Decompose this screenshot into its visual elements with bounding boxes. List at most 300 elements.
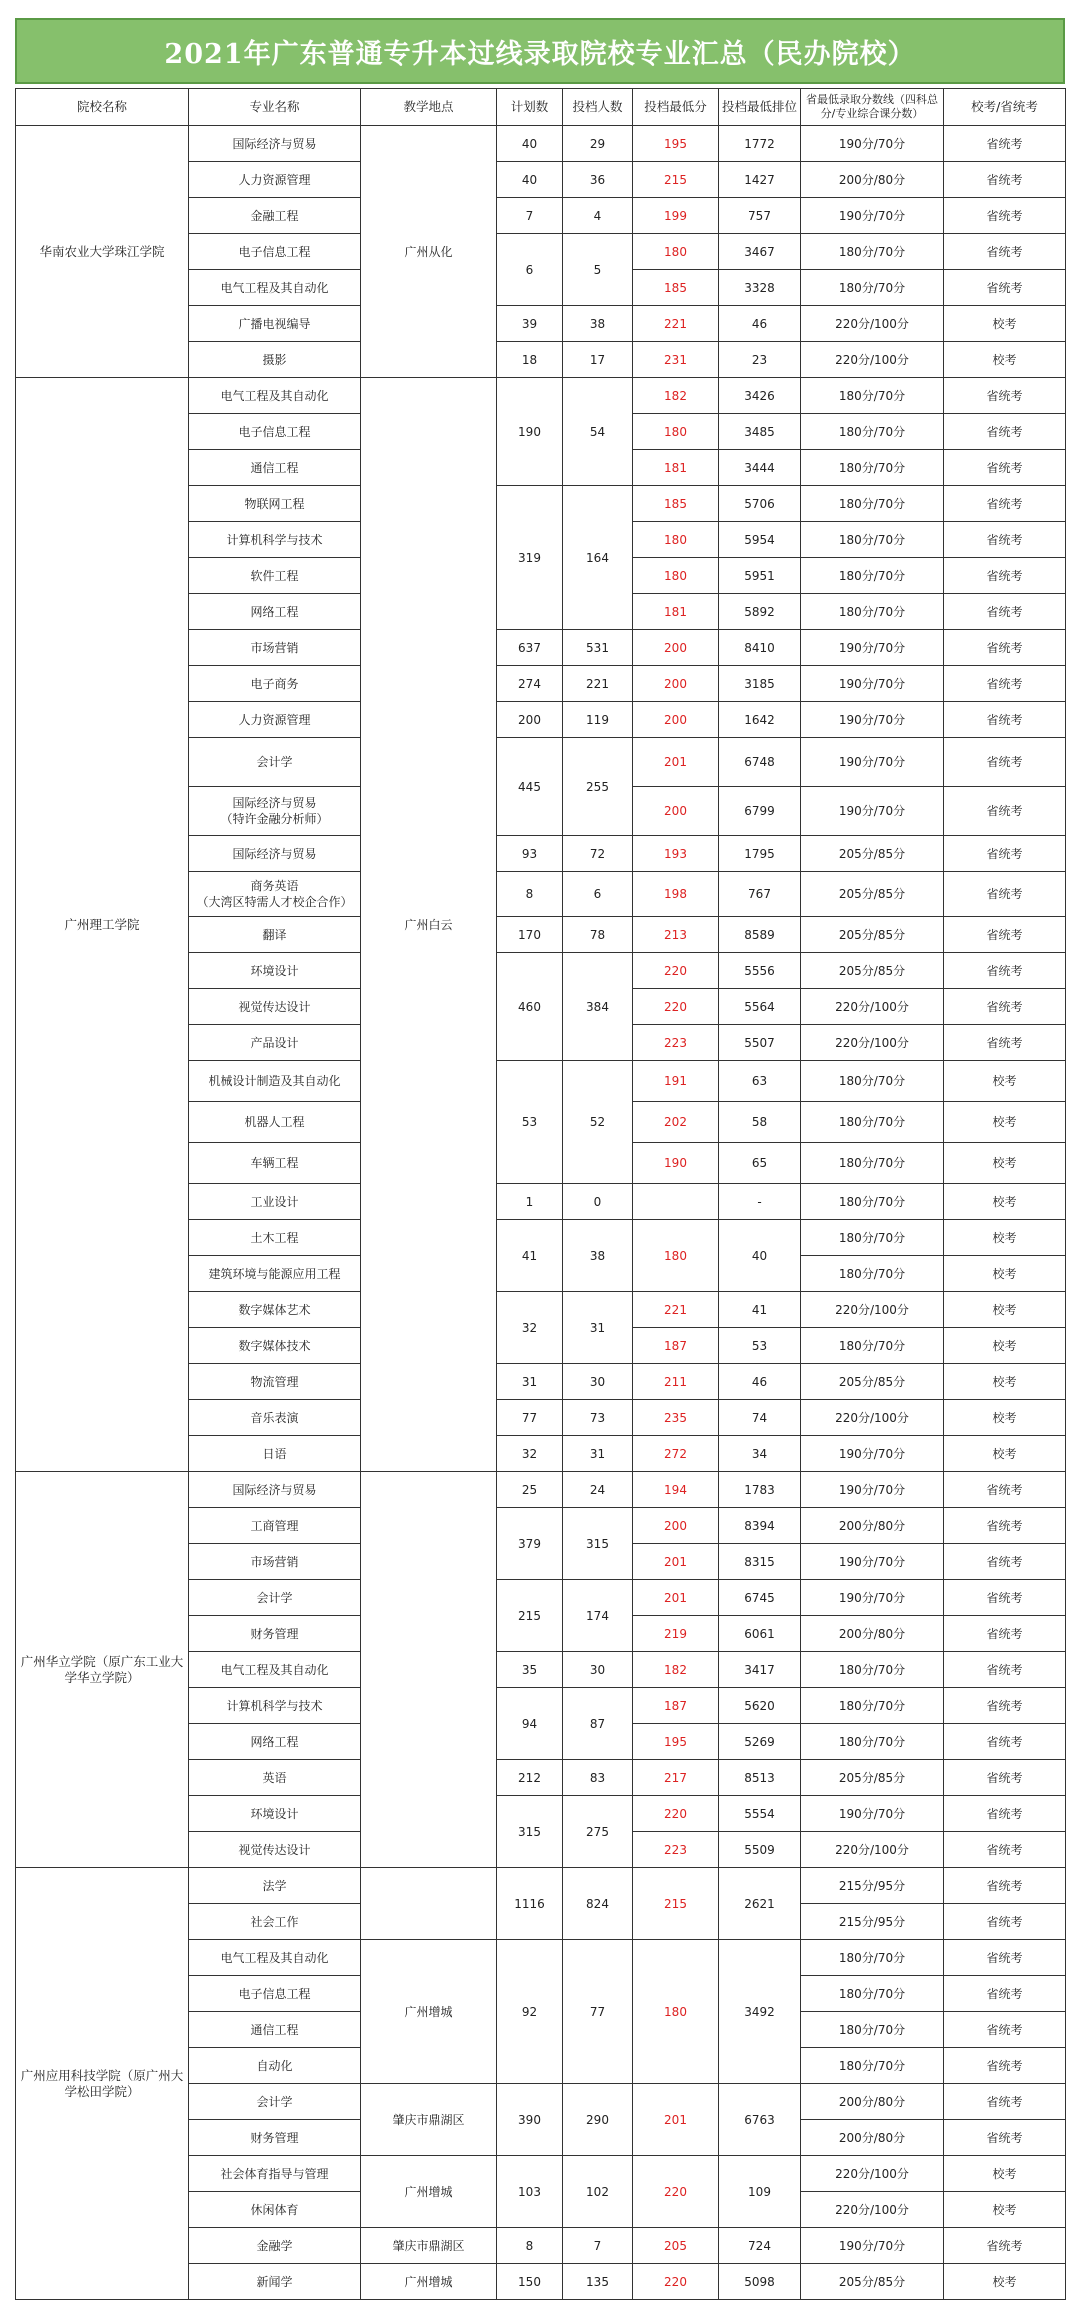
location-cell: 广州白云 <box>361 378 497 1472</box>
location-cell <box>361 1472 497 1868</box>
school-name-cell: 广州华立学院（原广东工业大学华立学院） <box>16 1472 189 1868</box>
provincial-line-cell: 205分/85分 <box>801 836 944 872</box>
exam-type-cell: 省统考 <box>944 1652 1066 1688</box>
min-score-cell: 195 <box>633 1724 719 1760</box>
min-score-cell: 215 <box>633 1868 719 1940</box>
provincial-line-cell: 190分/70分 <box>801 702 944 738</box>
exam-type-cell: 省统考 <box>944 198 1066 234</box>
provincial-line-cell: 190分/70分 <box>801 1544 944 1580</box>
min-score-cell: 217 <box>633 1760 719 1796</box>
provincial-line-cell: 220分/100分 <box>801 2156 944 2192</box>
provincial-line-cell: 180分/70分 <box>801 522 944 558</box>
provincial-line-cell: 190分/70分 <box>801 126 944 162</box>
major-name-cell: 电气工程及其自动化 <box>189 1652 361 1688</box>
plan-count-cell: 25 <box>497 1472 563 1508</box>
min-rank-cell: 1795 <box>719 836 801 872</box>
min-rank-cell: 8410 <box>719 630 801 666</box>
applicant-count-cell: 7 <box>563 2228 633 2264</box>
plan-count-cell: 53 <box>497 1061 563 1184</box>
min-rank-cell: 6748 <box>719 738 801 787</box>
major-name-cell: 会计学 <box>189 1580 361 1616</box>
provincial-line-cell: 180分/70分 <box>801 1184 944 1220</box>
exam-type-cell: 校考 <box>944 1364 1066 1400</box>
major-name-cell: 数字媒体艺术 <box>189 1292 361 1328</box>
min-score-cell: 191 <box>633 1061 719 1102</box>
min-score-cell: 211 <box>633 1364 719 1400</box>
exam-type-cell: 校考 <box>944 1256 1066 1292</box>
exam-type-cell: 省统考 <box>944 1796 1066 1832</box>
major-name-cell: 翻译 <box>189 917 361 953</box>
min-score-cell: 181 <box>633 450 719 486</box>
min-rank-cell: 46 <box>719 1364 801 1400</box>
min-rank-cell: 767 <box>719 872 801 917</box>
provincial-line-cell: 180分/70分 <box>801 2048 944 2084</box>
applicant-count-cell: 24 <box>563 1472 633 1508</box>
exam-type-cell: 校考 <box>944 1436 1066 1472</box>
min-rank-cell: 74 <box>719 1400 801 1436</box>
provincial-line-cell: 180分/70分 <box>801 1940 944 1976</box>
plan-count-cell: 7 <box>497 198 563 234</box>
min-score-cell: 231 <box>633 342 719 378</box>
applicant-count-cell: 17 <box>563 342 633 378</box>
major-name-cell: 电子信息工程 <box>189 1976 361 2012</box>
major-name-cell: 休闲体育 <box>189 2192 361 2228</box>
exam-type-cell: 校考 <box>944 2156 1066 2192</box>
plan-count-cell: 170 <box>497 917 563 953</box>
provincial-line-cell: 180分/70分 <box>801 414 944 450</box>
min-rank-cell: 23 <box>719 342 801 378</box>
applicant-count-cell: 78 <box>563 917 633 953</box>
min-rank-cell: 6799 <box>719 787 801 836</box>
plan-count-cell: 215 <box>497 1580 563 1652</box>
provincial-line-cell: 190分/70分 <box>801 198 944 234</box>
plan-count-cell: 103 <box>497 2156 563 2228</box>
plan-count-cell: 637 <box>497 630 563 666</box>
min-score-cell: 202 <box>633 1102 719 1143</box>
applicant-count-cell: 824 <box>563 1868 633 1940</box>
min-score-cell <box>633 1184 719 1220</box>
exam-type-cell: 省统考 <box>944 953 1066 989</box>
applicant-count-cell: 164 <box>563 486 633 630</box>
min-score-cell: 221 <box>633 306 719 342</box>
provincial-line-cell: 180分/70分 <box>801 450 944 486</box>
major-name-cell: 机械设计制造及其自动化 <box>189 1061 361 1102</box>
provincial-line-cell: 200分/80分 <box>801 162 944 198</box>
provincial-line-cell: 190分/70分 <box>801 1796 944 1832</box>
applicant-count-cell: 4 <box>563 198 633 234</box>
min-rank-cell: 3426 <box>719 378 801 414</box>
provincial-line-cell: 205分/85分 <box>801 2264 944 2300</box>
major-name-cell: 电子商务 <box>189 666 361 702</box>
major-name-cell: 财务管理 <box>189 2120 361 2156</box>
plan-count-cell: 92 <box>497 1940 563 2084</box>
exam-type-cell: 校考 <box>944 2264 1066 2300</box>
major-name-cell: 摄影 <box>189 342 361 378</box>
min-rank-cell: 5507 <box>719 1025 801 1061</box>
min-rank-cell: 40 <box>719 1220 801 1292</box>
plan-count-cell: 200 <box>497 702 563 738</box>
major-name-cell: 自动化 <box>189 2048 361 2084</box>
applicant-count-cell: 275 <box>563 1796 633 1868</box>
min-rank-cell: 3485 <box>719 414 801 450</box>
plan-count-cell: 93 <box>497 836 563 872</box>
col-header: 专业名称 <box>189 89 361 126</box>
applicant-count-cell: 384 <box>563 953 633 1061</box>
major-name-cell: 广播电视编导 <box>189 306 361 342</box>
major-name-cell: 计算机科学与技术 <box>189 522 361 558</box>
col-header: 投档人数 <box>563 89 633 126</box>
min-rank-cell: 8589 <box>719 917 801 953</box>
min-rank-cell: 53 <box>719 1328 801 1364</box>
major-name-cell: 产品设计 <box>189 1025 361 1061</box>
exam-type-cell: 省统考 <box>944 1616 1066 1652</box>
major-name-cell: 电子信息工程 <box>189 414 361 450</box>
exam-type-cell: 省统考 <box>944 1868 1066 1904</box>
min-score-cell: 235 <box>633 1400 719 1436</box>
major-name-cell: 英语 <box>189 1760 361 1796</box>
min-score-cell: 180 <box>633 558 719 594</box>
applicant-count-cell: 31 <box>563 1436 633 1472</box>
min-rank-cell: 8394 <box>719 1508 801 1544</box>
school-name-cell: 广州应用科技学院（原广州大学松田学院） <box>16 1868 189 2300</box>
exam-type-cell: 省统考 <box>944 2228 1066 2264</box>
plan-count-cell: 40 <box>497 126 563 162</box>
col-header: 省最低录取分数线（四科总分/专业综合课分数） <box>801 89 944 126</box>
provincial-line-cell: 220分/100分 <box>801 1832 944 1868</box>
location-cell: 广州增城 <box>361 2156 497 2228</box>
header-row <box>16 89 1066 126</box>
min-rank-cell: 5554 <box>719 1796 801 1832</box>
exam-type-cell: 校考 <box>944 1143 1066 1184</box>
provincial-line-cell: 180分/70分 <box>801 1328 944 1364</box>
major-name-cell: 金融工程 <box>189 198 361 234</box>
provincial-line-cell: 220分/100分 <box>801 1292 944 1328</box>
min-rank-cell: - <box>719 1184 801 1220</box>
applicant-count-cell: 135 <box>563 2264 633 2300</box>
plan-count-cell: 32 <box>497 1292 563 1364</box>
min-score-cell: 205 <box>633 2228 719 2264</box>
min-rank-cell: 5269 <box>719 1724 801 1760</box>
location-cell: 肇庆市鼎湖区 <box>361 2228 497 2264</box>
applicant-count-cell: 77 <box>563 1940 633 2084</box>
major-name-cell: 视觉传达设计 <box>189 1832 361 1868</box>
major-name-cell: 环境设计 <box>189 1796 361 1832</box>
exam-type-cell: 省统考 <box>944 2084 1066 2120</box>
plan-count-cell: 1116 <box>497 1868 563 1940</box>
exam-type-cell: 校考 <box>944 1220 1066 1256</box>
exam-type-cell: 校考 <box>944 306 1066 342</box>
min-score-cell: 223 <box>633 1832 719 1868</box>
plan-count-cell: 35 <box>497 1652 563 1688</box>
min-rank-cell: 46 <box>719 306 801 342</box>
exam-type-cell: 校考 <box>944 2192 1066 2228</box>
location-cell <box>361 1868 497 1940</box>
min-score-cell: 200 <box>633 702 719 738</box>
provincial-line-cell: 220分/100分 <box>801 1400 944 1436</box>
plan-count-cell: 212 <box>497 1760 563 1796</box>
major-name-cell: 法学 <box>189 1868 361 1904</box>
major-name-cell: 国际经济与贸易 <box>189 1472 361 1508</box>
applicant-count-cell: 29 <box>563 126 633 162</box>
exam-type-cell: 省统考 <box>944 1976 1066 2012</box>
min-rank-cell: 8513 <box>719 1760 801 1796</box>
min-rank-cell: 5706 <box>719 486 801 522</box>
applicant-count-cell: 174 <box>563 1580 633 1652</box>
min-rank-cell: 3417 <box>719 1652 801 1688</box>
min-rank-cell: 5556 <box>719 953 801 989</box>
provincial-line-cell: 190分/70分 <box>801 787 944 836</box>
school-name-cell: 华南农业大学珠江学院 <box>16 126 189 378</box>
min-score-cell: 219 <box>633 1616 719 1652</box>
provincial-line-cell: 180分/70分 <box>801 558 944 594</box>
exam-type-cell: 省统考 <box>944 787 1066 836</box>
provincial-line-cell: 215分/95分 <box>801 1868 944 1904</box>
provincial-line-cell: 205分/85分 <box>801 1760 944 1796</box>
major-name-cell: 车辆工程 <box>189 1143 361 1184</box>
exam-type-cell: 省统考 <box>944 522 1066 558</box>
major-name-cell: 网络工程 <box>189 594 361 630</box>
exam-type-cell: 省统考 <box>944 126 1066 162</box>
col-header: 校考/省统考 <box>944 89 1066 126</box>
applicant-count-cell: 31 <box>563 1292 633 1364</box>
major-name-cell: 电气工程及其自动化 <box>189 270 361 306</box>
major-name-cell: 计算机科学与技术 <box>189 1688 361 1724</box>
exam-type-cell: 省统考 <box>944 989 1066 1025</box>
min-score-cell: 185 <box>633 270 719 306</box>
exam-type-cell: 省统考 <box>944 414 1066 450</box>
major-name-cell: 环境设计 <box>189 953 361 989</box>
min-score-cell: 220 <box>633 1796 719 1832</box>
min-rank-cell: 5564 <box>719 989 801 1025</box>
min-score-cell: 198 <box>633 872 719 917</box>
min-score-cell: 220 <box>633 2264 719 2300</box>
applicant-count-cell: 531 <box>563 630 633 666</box>
plan-count-cell: 18 <box>497 342 563 378</box>
location-cell: 广州从化 <box>361 126 497 378</box>
min-rank-cell: 1427 <box>719 162 801 198</box>
provincial-line-cell: 200分/80分 <box>801 2084 944 2120</box>
min-rank-cell: 34 <box>719 1436 801 1472</box>
exam-type-cell: 省统考 <box>944 270 1066 306</box>
provincial-line-cell: 180分/70分 <box>801 1143 944 1184</box>
min-rank-cell: 2621 <box>719 1868 801 1940</box>
provincial-line-cell: 180分/70分 <box>801 1724 944 1760</box>
applicant-count-cell: 102 <box>563 2156 633 2228</box>
exam-type-cell: 省统考 <box>944 872 1066 917</box>
plan-count-cell: 390 <box>497 2084 563 2156</box>
applicant-count-cell: 6 <box>563 872 633 917</box>
applicant-count-cell: 221 <box>563 666 633 702</box>
provincial-line-cell: 180分/70分 <box>801 2012 944 2048</box>
major-name-cell: 国际经济与贸易 （特许金融分析师） <box>189 787 361 836</box>
exam-type-cell: 省统考 <box>944 1832 1066 1868</box>
applicant-count-cell: 72 <box>563 836 633 872</box>
min-score-cell: 180 <box>633 414 719 450</box>
location-cell: 广州增城 <box>361 2264 497 2300</box>
min-rank-cell: 3492 <box>719 1940 801 2084</box>
min-score-cell: 195 <box>633 126 719 162</box>
min-score-cell: 185 <box>633 486 719 522</box>
plan-count-cell: 31 <box>497 1364 563 1400</box>
major-name-cell: 通信工程 <box>189 450 361 486</box>
applicant-count-cell: 87 <box>563 1688 633 1760</box>
provincial-line-cell: 220分/100分 <box>801 306 944 342</box>
major-name-cell: 会计学 <box>189 738 361 787</box>
provincial-line-cell: 220分/100分 <box>801 1025 944 1061</box>
major-name-cell: 人力资源管理 <box>189 162 361 198</box>
major-name-cell: 市场营销 <box>189 1544 361 1580</box>
provincial-line-cell: 180分/70分 <box>801 1976 944 2012</box>
provincial-line-cell: 205分/85分 <box>801 1364 944 1400</box>
major-name-cell: 软件工程 <box>189 558 361 594</box>
min-score-cell: 190 <box>633 1143 719 1184</box>
exam-type-cell: 省统考 <box>944 162 1066 198</box>
major-name-cell: 网络工程 <box>189 1724 361 1760</box>
min-rank-cell: 5098 <box>719 2264 801 2300</box>
provincial-line-cell: 190分/70分 <box>801 2228 944 2264</box>
exam-type-cell: 省统考 <box>944 666 1066 702</box>
provincial-line-cell: 205分/85分 <box>801 917 944 953</box>
exam-type-cell: 省统考 <box>944 2120 1066 2156</box>
provincial-line-cell: 205分/85分 <box>801 872 944 917</box>
applicant-count-cell: 290 <box>563 2084 633 2156</box>
min-rank-cell: 109 <box>719 2156 801 2228</box>
min-rank-cell: 5951 <box>719 558 801 594</box>
plan-count-cell: 379 <box>497 1508 563 1580</box>
applicant-count-cell: 83 <box>563 1760 633 1796</box>
applicant-count-cell: 119 <box>563 702 633 738</box>
min-rank-cell: 3185 <box>719 666 801 702</box>
major-name-cell: 物流管理 <box>189 1364 361 1400</box>
min-score-cell: 193 <box>633 836 719 872</box>
provincial-line-cell: 190分/70分 <box>801 666 944 702</box>
exam-type-cell: 省统考 <box>944 1544 1066 1580</box>
major-name-cell: 国际经济与贸易 <box>189 126 361 162</box>
provincial-line-cell: 190分/70分 <box>801 630 944 666</box>
min-score-cell: 200 <box>633 787 719 836</box>
exam-type-cell: 省统考 <box>944 2048 1066 2084</box>
plan-count-cell: 8 <box>497 2228 563 2264</box>
plan-count-cell: 77 <box>497 1400 563 1436</box>
min-score-cell: 220 <box>633 989 719 1025</box>
provincial-line-cell: 190分/70分 <box>801 738 944 787</box>
min-rank-cell: 1772 <box>719 126 801 162</box>
min-score-cell: 181 <box>633 594 719 630</box>
min-score-cell: 199 <box>633 198 719 234</box>
major-name-cell: 视觉传达设计 <box>189 989 361 1025</box>
col-header: 院校名称 <box>16 89 189 126</box>
provincial-line-cell: 190分/70分 <box>801 1580 944 1616</box>
major-name-cell: 通信工程 <box>189 2012 361 2048</box>
location-cell: 广州增城 <box>361 1940 497 2084</box>
min-score-cell: 187 <box>633 1328 719 1364</box>
title-banner <box>15 18 1065 84</box>
exam-type-cell: 省统考 <box>944 486 1066 522</box>
exam-type-cell: 省统考 <box>944 594 1066 630</box>
exam-type-cell: 省统考 <box>944 2012 1066 2048</box>
major-name-cell: 工业设计 <box>189 1184 361 1220</box>
exam-type-cell: 校考 <box>944 1400 1066 1436</box>
major-name-cell: 社会体育指导与管理 <box>189 2156 361 2192</box>
min-rank-cell: 8315 <box>719 1544 801 1580</box>
table-row <box>16 1472 1066 1508</box>
min-rank-cell: 3467 <box>719 234 801 270</box>
plan-count-cell: 460 <box>497 953 563 1061</box>
plan-count-cell: 319 <box>497 486 563 630</box>
min-score-cell: 200 <box>633 666 719 702</box>
document <box>15 18 1065 2300</box>
exam-type-cell: 省统考 <box>944 1688 1066 1724</box>
min-rank-cell: 6061 <box>719 1616 801 1652</box>
major-name-cell: 商务英语 （大湾区特需人才校企合作） <box>189 872 361 917</box>
min-rank-cell: 3444 <box>719 450 801 486</box>
exam-type-cell: 省统考 <box>944 836 1066 872</box>
min-rank-cell: 1642 <box>719 702 801 738</box>
min-score-cell: 201 <box>633 738 719 787</box>
location-cell: 肇庆市鼎湖区 <box>361 2084 497 2156</box>
applicant-count-cell: 73 <box>563 1400 633 1436</box>
min-score-cell: 201 <box>633 2084 719 2156</box>
min-rank-cell: 3328 <box>719 270 801 306</box>
min-rank-cell: 6745 <box>719 1580 801 1616</box>
col-header: 教学地点 <box>361 89 497 126</box>
provincial-line-cell: 180分/70分 <box>801 1061 944 1102</box>
min-score-cell: 223 <box>633 1025 719 1061</box>
exam-type-cell: 省统考 <box>944 917 1066 953</box>
major-name-cell: 社会工作 <box>189 1904 361 1940</box>
min-score-cell: 180 <box>633 234 719 270</box>
provincial-line-cell: 220分/100分 <box>801 989 944 1025</box>
provincial-line-cell: 180分/70分 <box>801 234 944 270</box>
applicant-count-cell: 38 <box>563 306 633 342</box>
min-score-cell: 182 <box>633 1652 719 1688</box>
col-header: 计划数 <box>497 89 563 126</box>
applicant-count-cell: 36 <box>563 162 633 198</box>
table-row <box>16 1868 1066 1904</box>
major-name-cell: 国际经济与贸易 <box>189 836 361 872</box>
applicant-count-cell: 5 <box>563 234 633 306</box>
min-rank-cell: 5892 <box>719 594 801 630</box>
min-rank-cell: 58 <box>719 1102 801 1143</box>
provincial-line-cell: 200分/80分 <box>801 1616 944 1652</box>
table-row <box>16 126 1066 162</box>
col-header: 投档最低排位 <box>719 89 801 126</box>
min-score-cell: 221 <box>633 1292 719 1328</box>
exam-type-cell: 校考 <box>944 342 1066 378</box>
exam-type-cell: 省统考 <box>944 1904 1066 1940</box>
provincial-line-cell: 180分/70分 <box>801 378 944 414</box>
applicant-count-cell: 38 <box>563 1220 633 1292</box>
exam-type-cell: 省统考 <box>944 450 1066 486</box>
min-score-cell: 200 <box>633 630 719 666</box>
plan-count-cell: 94 <box>497 1688 563 1760</box>
min-rank-cell: 5620 <box>719 1688 801 1724</box>
exam-type-cell: 省统考 <box>944 738 1066 787</box>
exam-type-cell: 校考 <box>944 1292 1066 1328</box>
major-name-cell: 市场营销 <box>189 630 361 666</box>
min-rank-cell: 757 <box>719 198 801 234</box>
min-score-cell: 220 <box>633 953 719 989</box>
provincial-line-cell: 220分/100分 <box>801 342 944 378</box>
min-score-cell: 215 <box>633 162 719 198</box>
major-name-cell: 建筑环境与能源应用工程 <box>189 1256 361 1292</box>
plan-count-cell: 150 <box>497 2264 563 2300</box>
exam-type-cell: 省统考 <box>944 378 1066 414</box>
plan-count-cell: 40 <box>497 162 563 198</box>
major-name-cell: 音乐表演 <box>189 1400 361 1436</box>
exam-type-cell: 省统考 <box>944 702 1066 738</box>
plan-count-cell: 32 <box>497 1436 563 1472</box>
